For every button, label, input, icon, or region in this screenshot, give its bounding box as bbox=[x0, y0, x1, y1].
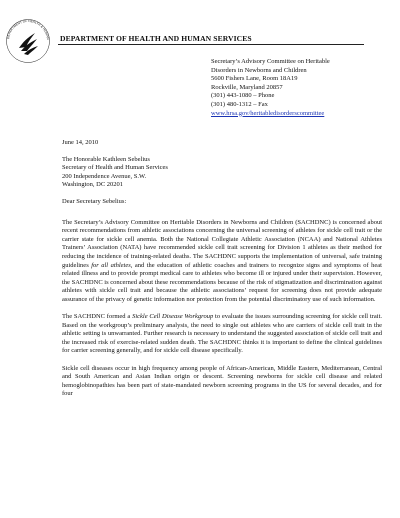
committee-address-block bbox=[211, 58, 396, 118]
address-line: Disorders in Newborns and Children bbox=[211, 66, 307, 74]
recipient-line: The Honorable Kathleen Sebelius bbox=[62, 155, 150, 163]
address-line: (301) 480-1312 – Fax bbox=[211, 100, 268, 108]
hhs-seal-logo bbox=[5, 18, 51, 64]
recipient-block bbox=[62, 156, 382, 190]
letter-date: June 14, 2010 bbox=[62, 139, 99, 146]
address-line: (301) 443-1080 – Phone bbox=[211, 92, 275, 100]
address-line: Secretary’s Advisory Committee on Heritable bbox=[211, 58, 330, 65]
website-link[interactable]: www.hrsa.gov/heritabledisorderscommittee bbox=[211, 109, 325, 117]
paragraph-1: The Secretary’s Advisory Committee on Heritable Disorders in Newborns and Children (SACHDNC) is concerned about recent recommendations from athletic associations concerning the universal screening of athletes for sickle cell trait or the carrier state for sickle cell anemia. Both the National Collegiate Athletic Association (NCAA) and National Athletes Trainers’ Association (NATA) have recommended sickle cell trait screening for Division 1 athletes as their method for reducing the incidence of training-related deaths. The SACHDNC supports the implementation of universal, safe training guidelines for all athletes, and the education of athletic coaches and trainers to recognize signs and symptoms of heat related illness and to provide prompt medical care to athletes who become ill or injured under their supervision. However, the SACHDNC is concerned about these recommendations because of the risk of stigmatization and discrimination against athletes with sickle cell trait and because the athletic associations’ request for screening does not provide adequate assurance of the privacy of genetic information nor protection from the potential discriminatory use of such information. bbox=[62, 218, 382, 303]
eagle-seal-icon bbox=[5, 18, 51, 64]
department-title: DEPARTMENT OF HEALTH AND HUMAN SERVICES bbox=[60, 34, 252, 43]
letter-body bbox=[62, 139, 382, 408]
address-line: Rockville, Maryland 20857 bbox=[211, 83, 283, 91]
address-line: 5600 Fishers Lane, Room 18A19 bbox=[211, 75, 298, 83]
salutation: Dear Secretary Sebelius: bbox=[62, 197, 127, 205]
recipient-line: Washington, DC 20201 bbox=[62, 181, 124, 189]
emphasis-phrase: for all athletes bbox=[91, 261, 131, 269]
recipient-line: Secretary of Health and Human Services bbox=[62, 164, 168, 172]
paragraph-2: The SACHDNC formed a Sickle Cell Disease Workgroup to evaluate the issues surrounding screening for sickle cell trait. Based on the workgroup’s preliminary analysis, the need to single out athletes who are carriers of sickle cell trait in the athletic setting is unwarranted. Further research is necessary to understand the suggested association of sickle cell trait and the increased risk of exercise-related sudden death. The SACHDNC thinks it is important to define the clinical guidelines for carrier screening generally, and for sickle cell disease specifically. bbox=[62, 313, 383, 355]
emphasis-phrase: Sickle Cell Disease Workgroup bbox=[132, 313, 214, 321]
paragraph-3: Sickle cell diseases occur in high frequency among people of African-American, Middle Eastern, Mediterranean, Central and South American and Asian Indian origin or descent. Screening newborns for sickle cell disease and related hemoglobinopathies has been part of state-mandated newborn screening programs in the US for several decades, and for four bbox=[62, 364, 382, 398]
svg-text:DEPARTMENT OF HEALTH & HUMAN S bbox=[5, 18, 50, 41]
seal-text: DEPARTMENT OF HEALTH & HUMAN bbox=[6, 18, 50, 40]
recipient-line: 200 Independence Avenue, S.W. bbox=[62, 172, 147, 180]
header-divider bbox=[58, 44, 364, 45]
